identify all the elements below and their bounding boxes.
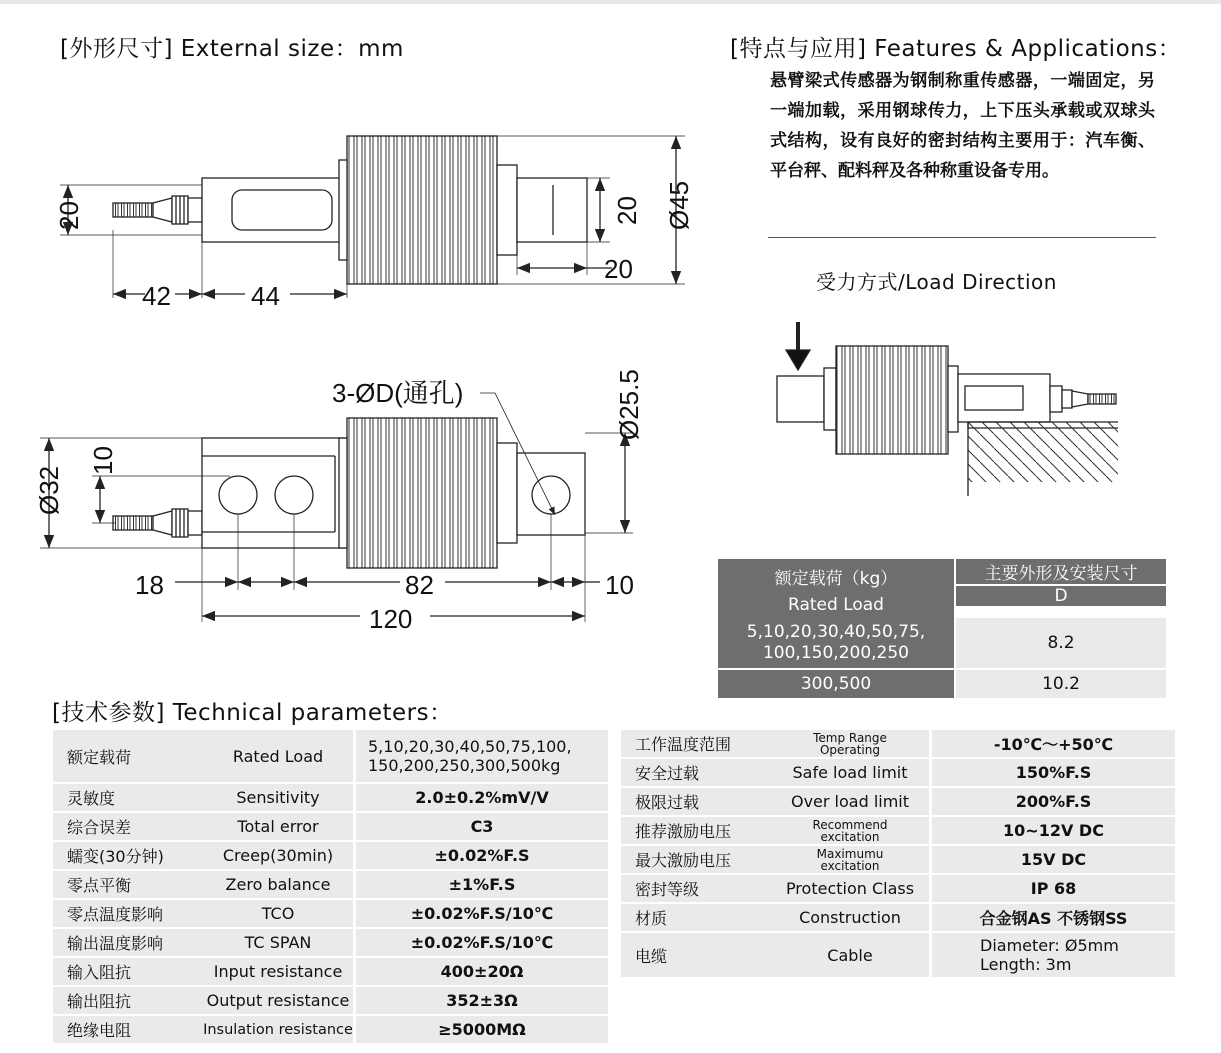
table-row — [718, 618, 1166, 670]
d-value: 8.2 — [956, 618, 1166, 668]
param-name-en: Total error — [237, 817, 319, 836]
param-name-en: Sensitivity — [236, 788, 320, 807]
param-value: 合金钢AS 不锈钢SS — [932, 904, 1175, 931]
param-value: C3 — [356, 813, 608, 840]
param-name-en: Cable — [827, 945, 873, 965]
param-name-en: Output resistance — [206, 991, 350, 1010]
table-row — [53, 871, 608, 900]
param-name-cn: 灵敏度 — [67, 789, 116, 808]
param-name-en: Protection Class — [785, 879, 915, 898]
top-view — [60, 136, 685, 298]
param-value: 5,10,20,30,40,50,75,100, 150,200,250,300,500kg — [356, 730, 608, 782]
load-direction-label: 受力方式/Load Direction — [816, 270, 1057, 294]
load-values: 300,500 — [718, 670, 956, 698]
d-header-cn: 主要外形及安装尺寸 — [956, 559, 1166, 586]
param-value: 15V DC — [932, 846, 1175, 873]
param-name-cn: 安全过载 — [635, 764, 700, 783]
param-name-en: Maximumu excitation — [816, 846, 884, 873]
param-name-cn: 密封等级 — [635, 880, 700, 899]
param-value: IP 68 — [932, 875, 1175, 902]
load-direction-illustration — [777, 322, 1118, 496]
param-value: 400±20Ω — [356, 958, 608, 985]
table-row — [621, 759, 1175, 788]
table-row — [621, 875, 1175, 904]
param-name-cn: 材质 — [635, 909, 668, 928]
load-table-body — [718, 618, 1166, 698]
table-row — [621, 933, 1175, 979]
param-name-cn: 蠕变(30分钟) — [67, 847, 164, 866]
param-value: -10℃～+50℃ — [932, 730, 1175, 757]
load-header-en: Rated Load — [788, 594, 884, 615]
param-name-cn: 零点平衡 — [67, 876, 132, 895]
dim-45: Ø45 — [664, 180, 694, 230]
param-name-cn: 输入阻抗 — [67, 963, 132, 982]
table-row — [621, 904, 1175, 933]
features-heading: [特点与应用] Features & Applications： — [730, 36, 1182, 62]
table-row — [621, 730, 1175, 759]
param-value: ±0.02%F.S/10℃ — [356, 929, 608, 956]
external-size-heading: [外形尺寸] External size：mm — [60, 36, 404, 62]
dim-120: 120 — [369, 604, 413, 634]
load-values: 5,10,20,30,40,50,75, 100,150,200,250 — [718, 618, 956, 668]
technical-heading: [技术参数] Technical parameters： — [52, 700, 453, 726]
param-value: 352±3Ω — [356, 987, 608, 1014]
table-row — [621, 788, 1175, 817]
dim-20-left: 20 — [54, 201, 84, 230]
dim-20-bottom: 20 — [604, 254, 633, 284]
param-value: 2.0±0.2%mV/V — [356, 784, 608, 811]
table-row — [621, 817, 1175, 846]
dim-20-mid: 20 — [612, 196, 642, 225]
table-row — [53, 929, 608, 958]
dim-82: 82 — [405, 570, 434, 600]
table-row — [53, 784, 608, 813]
table-row — [53, 958, 608, 987]
param-name-cn: 推荐激励电压 — [635, 822, 732, 841]
hole-label: 3-ØD(通孔) — [332, 378, 464, 408]
dim-44: 44 — [251, 281, 280, 311]
tech-params-left — [53, 730, 608, 1045]
param-value: 150%F.S — [932, 759, 1175, 786]
param-value: ±0.02%F.S/10℃ — [356, 900, 608, 927]
param-name-cn: 额定载荷 — [67, 747, 132, 767]
param-name-en: Creep(30min) — [222, 846, 334, 865]
param-name-cn: 输出温度影响 — [67, 934, 164, 953]
table-row — [53, 1016, 608, 1045]
param-name-cn: 电缆 — [635, 946, 668, 966]
load-header-cn: 额定载荷（kg） — [774, 568, 898, 589]
param-name-cn: 输出阻抗 — [67, 992, 132, 1011]
dim-18: 18 — [135, 570, 164, 600]
param-name-cn: 零点温度影响 — [67, 905, 164, 924]
param-name-cn: 工作温度范围 — [635, 735, 732, 754]
param-name-en: Rated Load — [232, 746, 324, 766]
param-name-cn: 极限过载 — [635, 793, 700, 812]
param-value: ≥5000MΩ — [356, 1016, 608, 1043]
table-row — [53, 900, 608, 929]
load-table — [718, 559, 1166, 615]
param-value: Diameter: Ø5mm Length: 3m — [932, 933, 1175, 977]
table-row — [718, 670, 1166, 698]
param-value: 10~12V DC — [932, 817, 1175, 844]
param-name-en: TC SPAN — [244, 933, 312, 952]
param-name-cn: 综合误差 — [67, 818, 132, 837]
param-name-en: Safe load limit — [792, 763, 908, 782]
table-row — [53, 813, 608, 842]
param-name-en: TCO — [261, 904, 295, 923]
param-name-en: Construction — [799, 908, 901, 927]
table-row — [53, 730, 608, 784]
dim-10-right: 10 — [605, 570, 634, 600]
param-name-en: Temp Range Operating — [813, 730, 887, 757]
param-name-cn: 绝缘电阻 — [67, 1021, 132, 1040]
dim-32: Ø32 — [34, 465, 64, 515]
dim-10-left: 10 — [88, 446, 118, 475]
d-header-en: D — [956, 586, 1166, 606]
param-name-en: Insulation resistance — [203, 1021, 353, 1038]
table-row — [53, 842, 608, 871]
param-name-en: Recommend excitation — [812, 817, 888, 844]
param-value: ±1%F.S — [356, 871, 608, 898]
param-name-en: Zero balance — [225, 875, 331, 894]
dim-42: 42 — [142, 281, 171, 311]
param-name-en: Input resistance — [213, 962, 343, 981]
d-value: 10.2 — [956, 670, 1166, 698]
param-value: ±0.02%F.S — [356, 842, 608, 869]
param-name-cn: 最大激励电压 — [635, 851, 732, 870]
param-value: 200%F.S — [932, 788, 1175, 815]
features-text: 悬臂梁式传感器为钢制称重传感器，一端固定，另一端加载，采用钢球传力，上下压头承载或双球头式结构，设有良好的密封结构主要用于：汽车衡、平台秤、配料秤及各种称重设备专用。 — [770, 71, 1155, 181]
table-row — [621, 846, 1175, 875]
table-row — [53, 987, 608, 1016]
tech-params-right — [621, 730, 1175, 979]
dim-25-5: Ø25.5 — [614, 369, 644, 440]
side-view — [40, 393, 633, 622]
param-name-en: Over load limit — [790, 792, 910, 811]
